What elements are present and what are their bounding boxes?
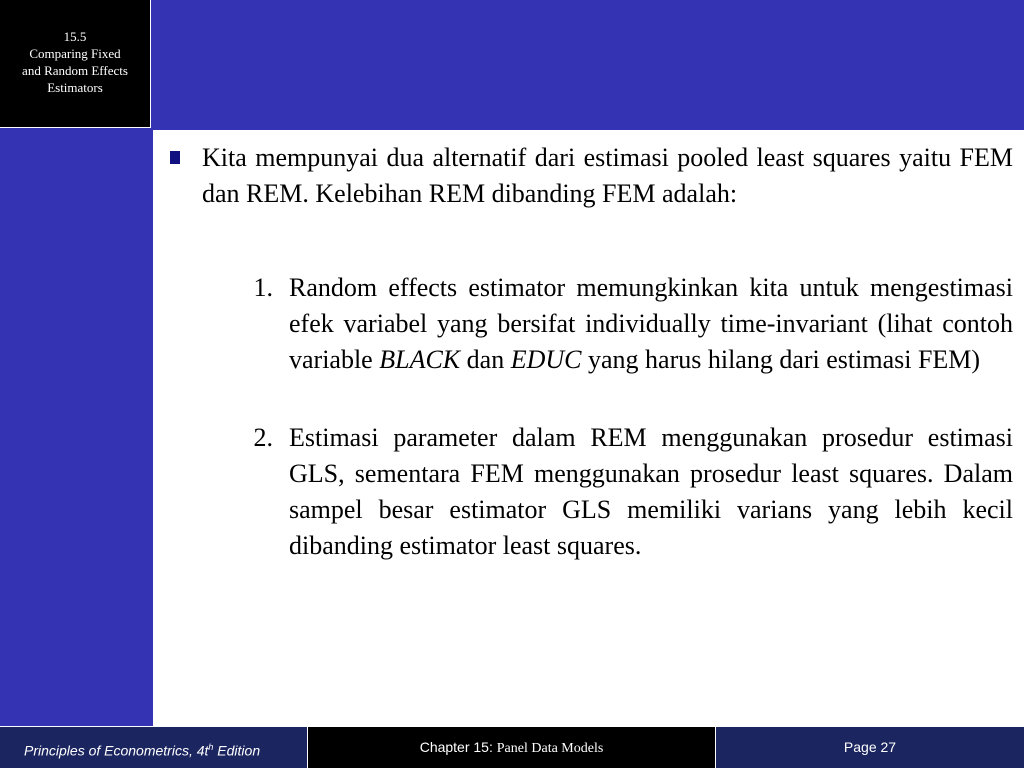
footer-chapter	[307, 727, 716, 768]
item-text: Estimasi parameter dalam REM menggunakan prosedur estimasi GLS, sementara FEM menggunakan prosedur least squares. Dalam sampel besar estimator GLS memiliki varians yang lebih kecil dibanding estimator least squares.	[289, 423, 1013, 560]
item-text-part: Random effects estimator memungkinkan kita untuk mengestimasi efek variabel yang bersifat individually time-invariant (lihat contoh variable	[289, 273, 1013, 374]
footer-book-title	[0, 727, 307, 768]
numbered-item-2	[170, 420, 1013, 564]
book-title-suffix: Edition	[213, 742, 261, 759]
square-bullet-icon	[170, 151, 180, 164]
item-number: 1.	[253, 273, 273, 302]
footer-page-number: Page 27	[716, 727, 1024, 768]
item-number: 2.	[253, 423, 273, 452]
chapter-title: Panel Data Models	[496, 741, 604, 756]
section-label-box	[0, 0, 151, 128]
numbered-item-1	[170, 270, 1013, 378]
book-title-sup: h	[208, 742, 214, 752]
item-text-italic: BLACK	[379, 345, 461, 374]
section-number: 15.5	[63, 29, 87, 44]
header-band	[0, 0, 1024, 130]
slide-content	[170, 140, 1013, 564]
left-sidebar-band	[0, 130, 153, 726]
chapter-label: Chapter 15:	[419, 739, 497, 755]
section-title-line-1: Comparing Fixed	[29, 46, 121, 61]
footer-bar	[0, 726, 1024, 768]
book-title-text: Principles of Econometrics, 4t	[24, 742, 209, 759]
item-text-part: yang harus hilang dari estimasi FEM)	[581, 345, 981, 374]
section-title-line-3: Estimators	[47, 80, 103, 95]
item-text	[289, 270, 1013, 378]
item-text-italic: EDUC	[510, 345, 582, 374]
section-title-line-2: and Random Effects	[22, 63, 128, 78]
bullet-item	[170, 140, 1013, 212]
bullet-text: Kita mempunyai dua alternatif dari estimasi pooled least squares yaitu FEM dan REM. Kelebihan REM dibanding FEM adalah:	[202, 143, 1013, 208]
item-text-part: dan	[460, 345, 511, 374]
